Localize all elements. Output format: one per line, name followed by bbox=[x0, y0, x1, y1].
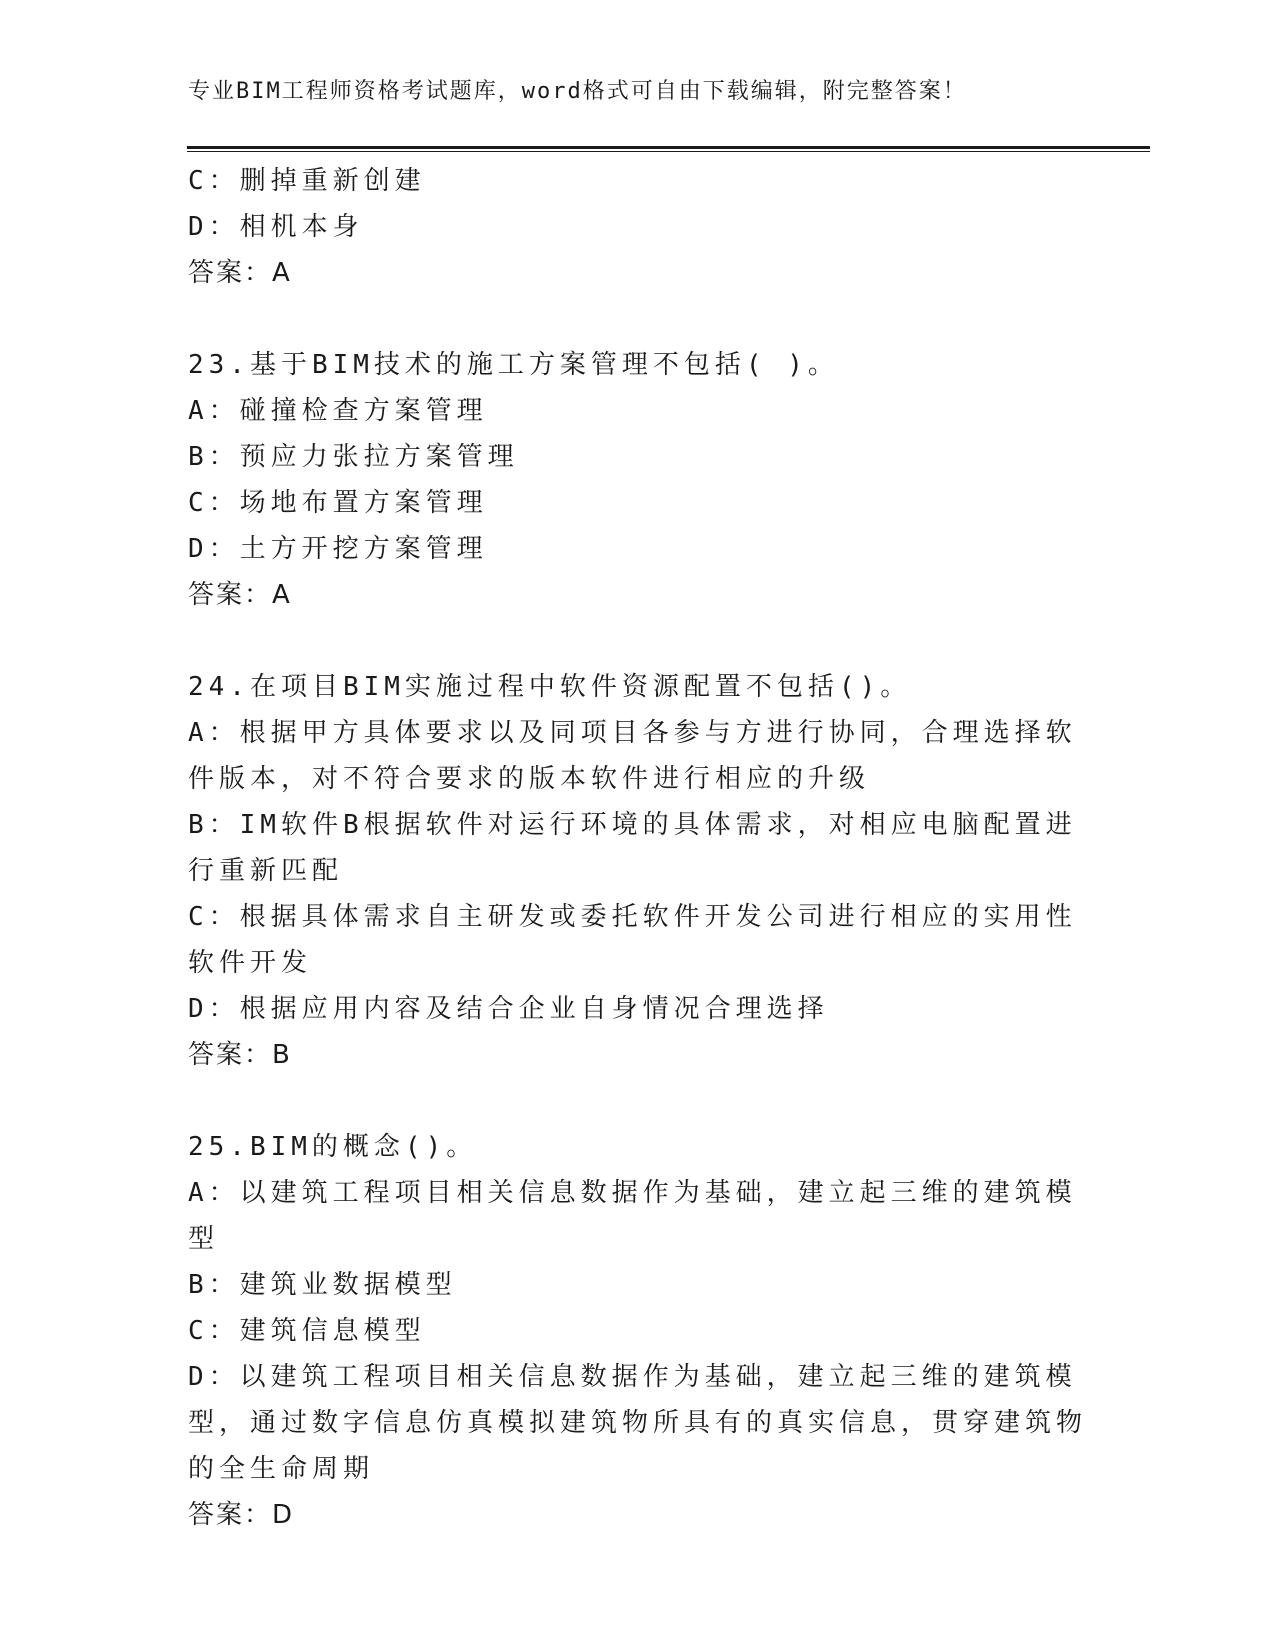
option-d: D：以建筑工程项目相关信息数据作为基础，建立起三维的建筑模型，通过数字信息仿真模拟建筑物所具有的真实信息，贯穿建筑物的全生命周期 bbox=[188, 1362, 1088, 1484]
spacer bbox=[188, 1078, 1088, 1124]
question-22-continued bbox=[188, 158, 1088, 296]
header-rule-thick bbox=[187, 146, 1150, 149]
question-24 bbox=[188, 664, 1088, 1078]
question-25 bbox=[188, 1124, 1088, 1538]
option-a: A：以建筑工程项目相关信息数据作为基础，建立起三维的建筑模型 bbox=[188, 1178, 1077, 1254]
option-b: B：预应力张拉方案管理 bbox=[188, 442, 519, 472]
question-stem: 23.基于BIM技术的施工方案管理不包括( )。 bbox=[188, 350, 839, 380]
question-stem: 25.BIM的概念()。 bbox=[188, 1132, 478, 1162]
document-body bbox=[188, 158, 1088, 1538]
option-b: B：建筑业数据模型 bbox=[188, 1270, 457, 1300]
question-stem: 24.在项目BIM实施过程中软件资源配置不包括()。 bbox=[188, 672, 912, 702]
option-d: D：根据应用内容及结合企业自身情况合理选择 bbox=[188, 994, 829, 1024]
answer: 答案：A bbox=[188, 258, 292, 288]
header-rule-thin bbox=[187, 151, 1150, 152]
option-c: C：删掉重新创建 bbox=[188, 166, 426, 196]
answer: 答案：A bbox=[188, 580, 292, 610]
option-c: C：场地布置方案管理 bbox=[188, 488, 488, 518]
spacer bbox=[188, 296, 1088, 342]
option-a: A：根据甲方具体要求以及同项目各参与方进行协同，合理选择软件版本，对不符合要求的版本软件进行相应的升级 bbox=[188, 718, 1077, 794]
option-b: B：IM软件B根据软件对运行环境的具体需求，对相应电脑配置进行重新匹配 bbox=[188, 810, 1077, 886]
option-c: C：建筑信息模型 bbox=[188, 1316, 426, 1346]
spacer bbox=[188, 618, 1088, 664]
answer: 答案：B bbox=[188, 1040, 292, 1070]
option-c: C：根据具体需求自主研发或委托软件开发公司进行相应的实用性软件开发 bbox=[188, 902, 1077, 978]
answer: 答案：D bbox=[188, 1500, 295, 1530]
page-header: 专业BIM工程师资格考试题库，word格式可自由下载编辑，附完整答案！ bbox=[188, 79, 967, 104]
option-d: D：相机本身 bbox=[188, 212, 364, 242]
question-23 bbox=[188, 342, 1088, 618]
option-a: A：碰撞检查方案管理 bbox=[188, 396, 488, 426]
option-d: D：土方开挖方案管理 bbox=[188, 534, 488, 564]
